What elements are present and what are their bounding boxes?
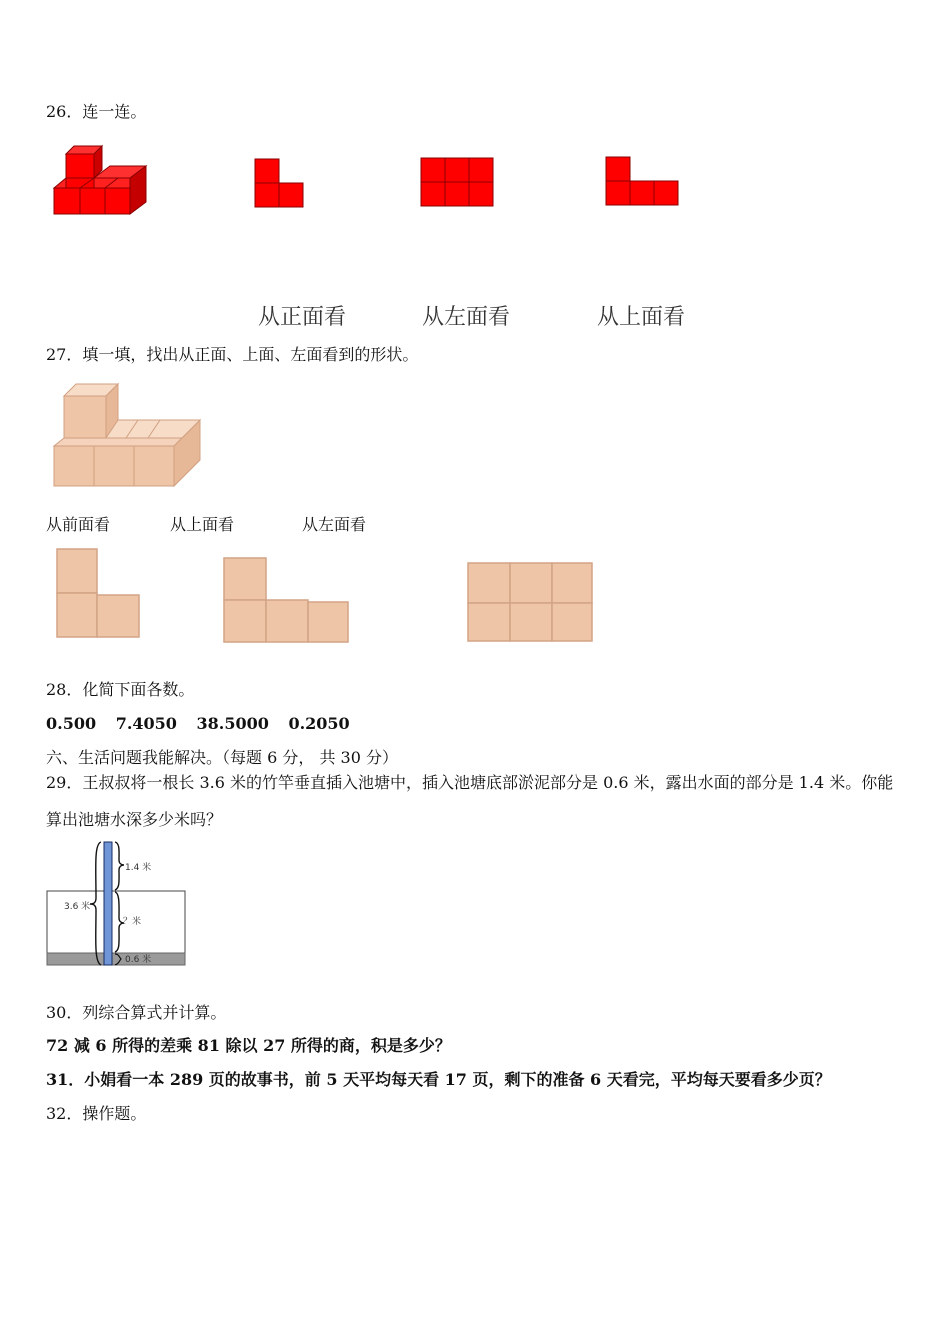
q27-view-left [466,561,594,643]
q29-pond-diagram [44,838,194,970]
section6-title: 六、生活问题我能解决。（每题 6 分， 共 30 分） [46,748,398,767]
q32-title: 32．操作题。 [46,1104,147,1123]
q28-number: 7.4050 [115,714,177,733]
q28-number: 0.500 [46,714,97,733]
q27-label-top: 从上面看 [170,515,235,534]
label-water-depth: ？米 [123,917,142,927]
q29-line2: 算出池塘水深多少米吗？ [46,810,223,829]
q26-view-flat-l [605,156,679,206]
bamboo-pole [104,842,112,965]
pond-mud [47,953,185,965]
label-mud-depth: 0.6 米 [125,955,152,965]
q27-label-left: 从左面看 [302,515,367,534]
q26-label-left: 从左面看 [422,305,511,330]
q28-numbers [46,714,364,734]
pond-water [47,891,185,953]
q26-title: 26．连一连。 [46,102,147,121]
label-above-water: 1.4 米 [125,863,152,873]
q26-solid-figure [52,144,152,218]
q27-label-front: 从前面看 [46,515,111,534]
q29-line1: 29．王叔叔将一根长 3.6 米的竹竿垂直插入池塘中，插入池塘底部淤泥部分是 0.6 米，露出水面的部分是 1.4 米。你能 [46,773,894,792]
q27-solid-figure [50,380,205,490]
q26-view-grid-2x3 [420,157,494,207]
q27-view-top [222,556,352,644]
q27-view-front [55,547,143,641]
q30-title: 30．列综合算式并计算。 [46,1003,227,1022]
q26-label-front: 从正面看 [258,305,347,330]
q27-title: 27．填一填，找出从正面、上面、左面看到的形状。 [46,345,419,364]
q26-label-top: 从上面看 [597,305,686,330]
label-total-length: 3.6 米 [64,902,91,912]
q28-number: 38.5000 [196,714,269,733]
q31-text: 31．小娟看一本 289 页的故事书，前 5 天平均每天看 17 页，剩下的准备 6 天看完，平均每天要看多少页？ [46,1070,831,1089]
q26-view-l-shape [254,158,304,208]
q28-number: 0.2050 [288,714,350,733]
q30-text: 72 减 6 所得的差乘 81 除以 27 所得的商，积是多少？ [46,1036,451,1055]
q28-title: 28．化简下面各数。 [46,680,195,699]
